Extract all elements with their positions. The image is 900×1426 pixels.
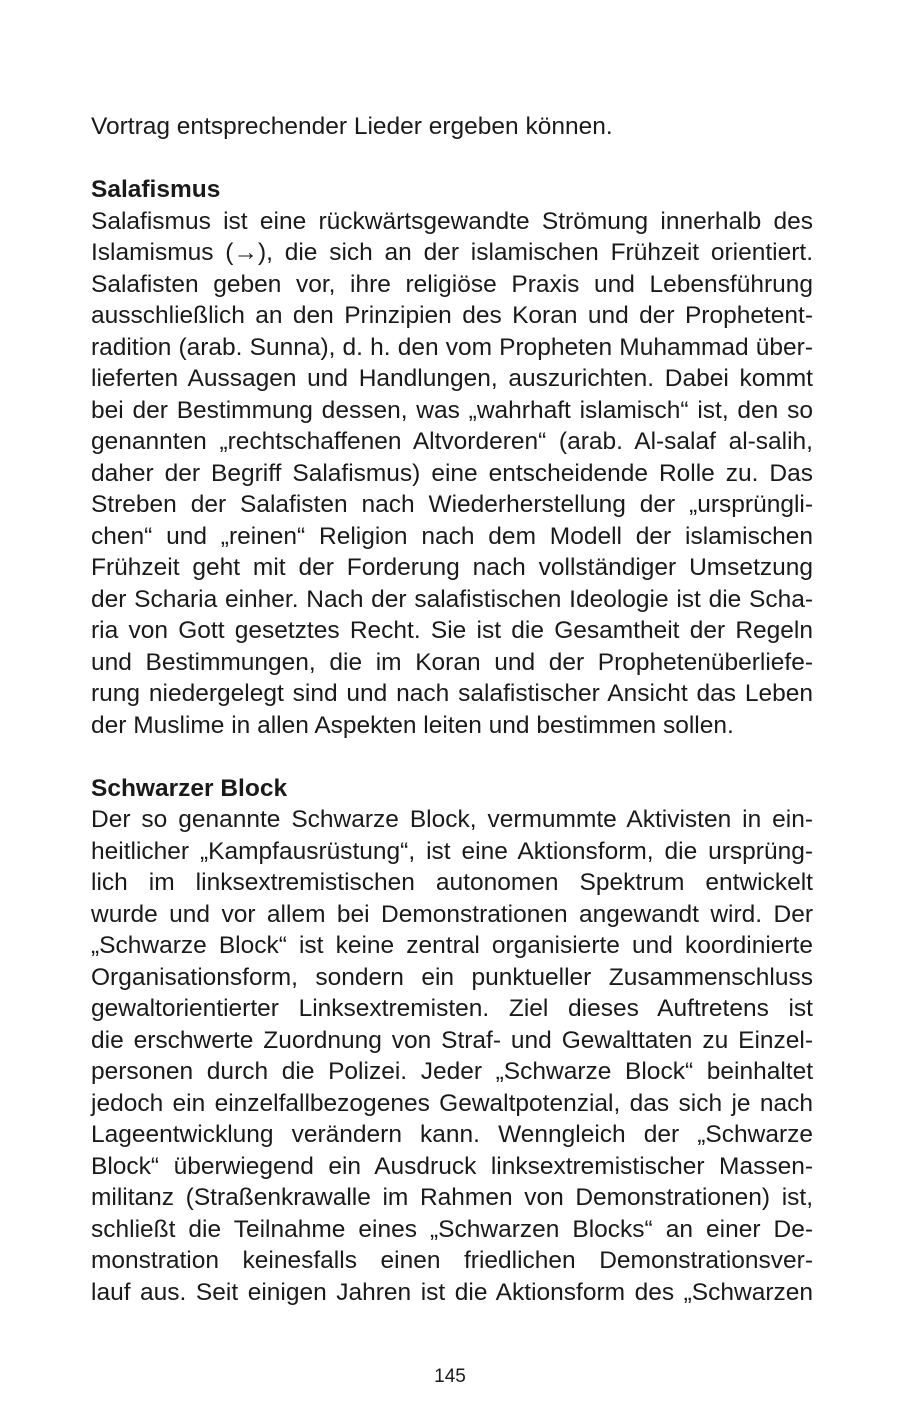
text-line: „Schwarze Block“ ist keine zentral organisierte und koordinierte <box>91 932 813 959</box>
page-number: 145 <box>434 1366 466 1387</box>
text-line: Organisationsform, sondern ein punktueller Zusammenschluss <box>91 963 813 991</box>
text-line: personen durch die Polizei. Jeder „Schwarze Block“ beinhaltet <box>91 1058 813 1085</box>
text-line: militanz (Straßenkrawalle im Rahmen von Demonstrationen) ist, <box>91 1184 813 1211</box>
text-line: Lageentwicklung verändern kann. Wenngleich der „Schwarze <box>91 1121 813 1148</box>
document-page <box>91 111 813 1308</box>
text-line: der Muslime in allen Aspekten leiten und bestimmen sollen. <box>91 711 734 739</box>
text-line: daher der Begriff Salafismus) eine entscheidende Rolle zu. Das <box>91 459 813 487</box>
section-heading: Schwarzer Block <box>91 774 288 802</box>
text-line: radition (arab. Sunna), d. h. den vom Propheten Muhammad über- <box>91 333 813 361</box>
text-line: gewaltorientierter Linksextremisten. Ziel dieses Auftretens ist <box>91 995 813 1022</box>
text-line: heitlicher „Kampfausrüstung“, ist eine Aktionsform, die ursprüng- <box>91 837 813 865</box>
text-line: Streben der Salafisten nach Wiederherstellung der „ursprüngli- <box>91 491 813 518</box>
text-line: lauf aus. Seit einigen Jahren ist die Aktionsform des „Schwarzen <box>91 1278 813 1306</box>
text-line: jedoch ein einzelfallbezogenes Gewaltpotenzial, das sich je nach <box>91 1089 813 1117</box>
text-line: schließt die Teilnahme eines „Schwarzen Blocks“ an einer De- <box>91 1215 813 1243</box>
text-line: der Scharia einher. Nach der salafistischen Ideologie ist die Scha- <box>91 585 813 613</box>
section-salafismus <box>91 174 813 741</box>
text-line: Islamismus (→), die sich an der islamischen Frühzeit orientiert. <box>91 239 813 266</box>
section-heading: Salafismus <box>91 176 221 203</box>
intro-line: Vortrag entsprechender Lieder ergeben können. <box>91 113 613 140</box>
text-line: ria von Gott gesetztes Recht. Sie ist die Gesamtheit der Regeln <box>91 617 813 644</box>
text-line: Salafismus ist eine rückwärtsgewandte Strömung innerhalb des <box>91 207 813 235</box>
text-line: genannten „rechtschaffenen Altvorderen“ (arab. Al-salaf al-salih, <box>91 428 813 455</box>
text-line: Frühzeit geht mit der Forderung nach vollständiger Umsetzung <box>91 554 813 581</box>
text-line: bei der Bestimmung dessen, was „wahrhaft islamisch“ ist, den so <box>91 396 813 424</box>
section-body <box>91 804 813 1308</box>
text-line: Salafisten geben vor, ihre religiöse Praxis und Lebensführung <box>91 270 813 298</box>
text-line: monstration keinesfalls einen friedlichen Demonstrationsver- <box>91 1247 813 1274</box>
text-line: lieferten Aussagen und Handlungen, auszurichten. Dabei kommt <box>91 365 813 392</box>
text-line: wurde und vor allem bei Demonstrationen angewandt wird. Der <box>91 900 813 928</box>
text-line: chen“ und „reinen“ Religion nach dem Modell der islamischen <box>91 522 813 550</box>
text-line: ausschließlich an den Prinzipien des Koran und der Prophetent- <box>91 302 813 329</box>
text-line: Block“ überwiegend ein Ausdruck linksextremistischer Massen- <box>91 1152 813 1180</box>
text-line: und Bestimmungen, die im Koran und der Prophetenüberliefe- <box>91 648 813 676</box>
text-line: die erschwerte Zuordnung von Straf- und Gewalttaten zu Einzel- <box>91 1026 813 1054</box>
text-line: lich im linksextremistischen autonomen Spektrum entwickelt <box>91 869 813 896</box>
text-line: rung niedergelegt sind und nach salafistischer Ansicht das Leben <box>91 680 813 707</box>
section-body <box>91 206 813 742</box>
text-line: Der so genannte Schwarze Block, vermummte Aktivisten in ein- <box>91 806 813 833</box>
section-schwarzer-block <box>91 773 813 1309</box>
